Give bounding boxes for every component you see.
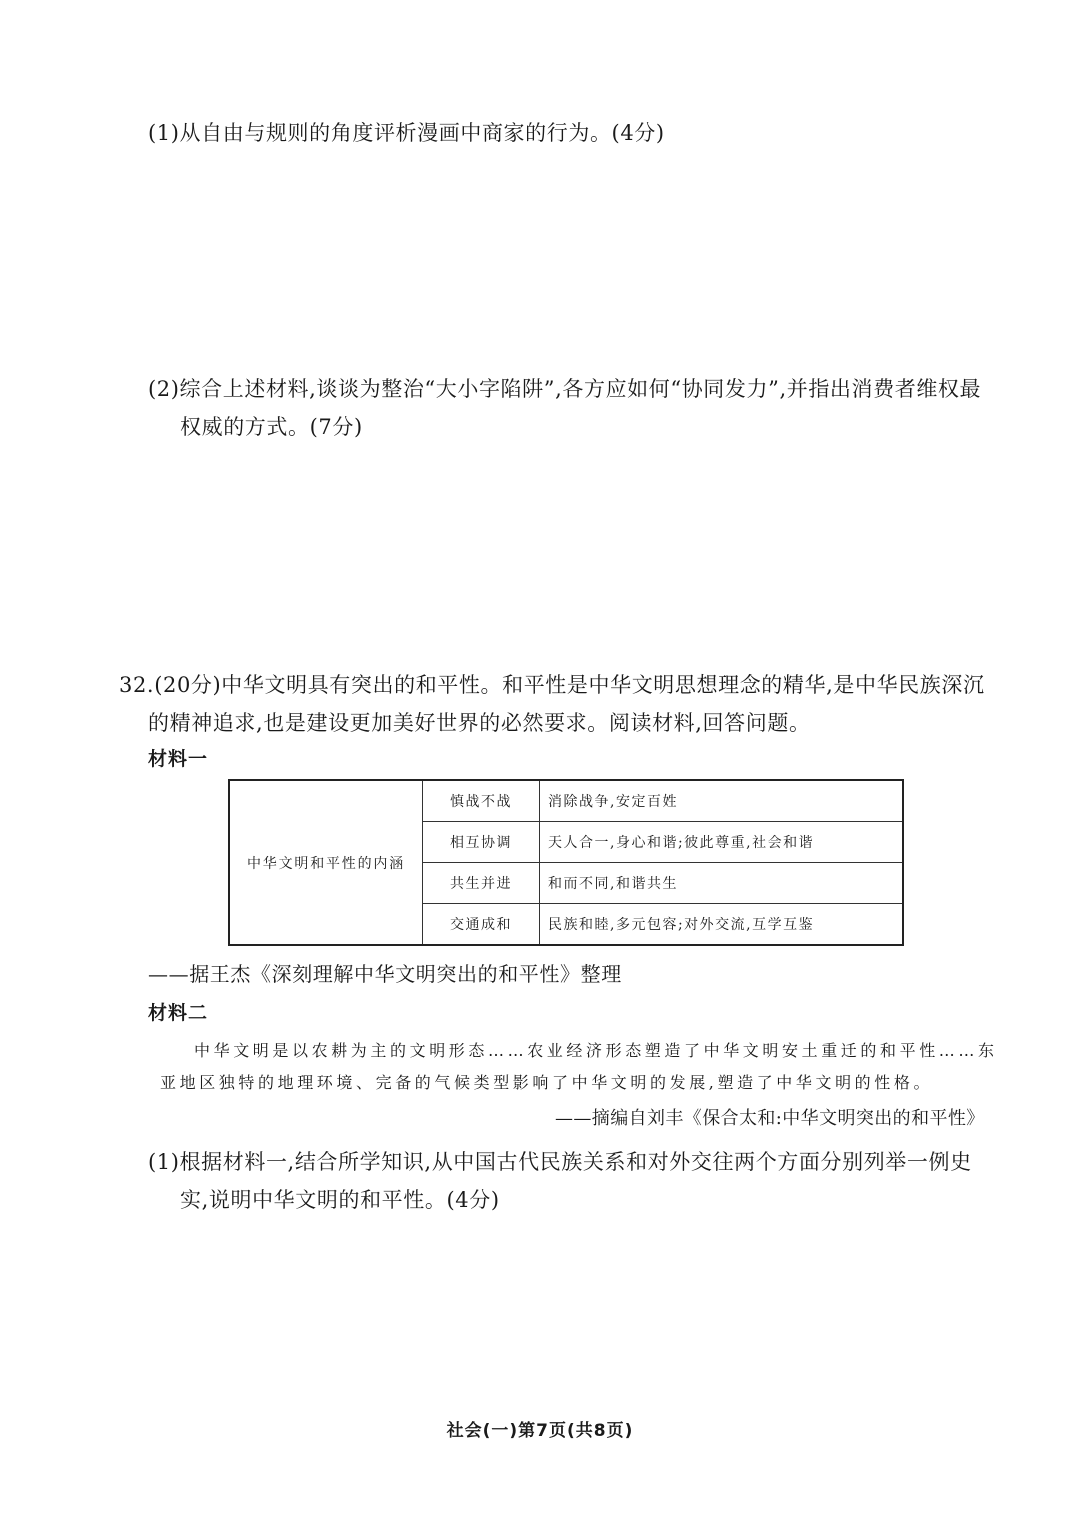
question-31-part2-line1: (2)综合上述材料,谈谈为整治“大小字陷阱”,各方应如何“协同发力”,并指出消费者维权最 (148, 377, 982, 401)
question-31-part2-line2: 权威的方式。(7分) (180, 415, 363, 439)
table-aspect-cell: 相互协调 (423, 822, 540, 863)
question-32-part1-line1: (1)根据材料一,结合所学知识,从中国古代民族关系和对外交往两个方面分别列举一例史 (148, 1150, 972, 1174)
question-32-stem-line1: 32.(20分)中华文明具有突出的和平性。和平性是中华文明思想理念的精华,是中华民族深沉 (119, 673, 985, 697)
table-aspect-cell: 交通成和 (423, 904, 540, 946)
material-two-line1: 中华文明是以农耕为主的文明形态……农业经济形态塑造了中华文明安土重迁的和平性……东 (194, 1041, 998, 1060)
question-32-part1-line2: 实,说明中华文明的和平性。(4分) (180, 1188, 500, 1212)
material-two-heading: 材料二 (148, 1002, 209, 1024)
page-footer: 社会(一)第7页(共8页) (446, 1421, 634, 1441)
question-31-part1: (1)从自由与规则的角度评析漫画中商家的行为。(4分) (148, 121, 665, 145)
peace-concept-table (228, 779, 904, 946)
material-one-source: ——据王杰《深刻理解中华文明突出的和平性》整理 (148, 962, 622, 986)
table-detail-cell: 消除战争,安定百姓 (540, 780, 904, 822)
table-detail-cell: 天人合一,身心和谐;彼此尊重,社会和谐 (540, 822, 904, 863)
table-detail-cell: 民族和睦,多元包容;对外交流,互学互鉴 (540, 904, 904, 946)
material-two-source: ——摘编自刘丰《保合太和:中华文明突出的和平性》 (555, 1108, 985, 1129)
question-32-stem-line2: 的精神追求,也是建设更加美好世界的必然要求。阅读材料,回答问题。 (148, 711, 811, 735)
table-aspect-cell: 共生并进 (423, 863, 540, 904)
table-main-label: 中华文明和平性的内涵 (229, 780, 423, 945)
table-row (229, 780, 903, 822)
table-detail-cell: 和而不同,和谐共生 (540, 863, 904, 904)
material-two-line2: 亚地区独特的地理环境、完备的气候类型影响了中华文明的发展,塑造了中华文明的性格。 (160, 1073, 934, 1092)
table-aspect-cell: 慎战不战 (423, 780, 540, 822)
material-one-heading: 材料一 (148, 748, 209, 770)
